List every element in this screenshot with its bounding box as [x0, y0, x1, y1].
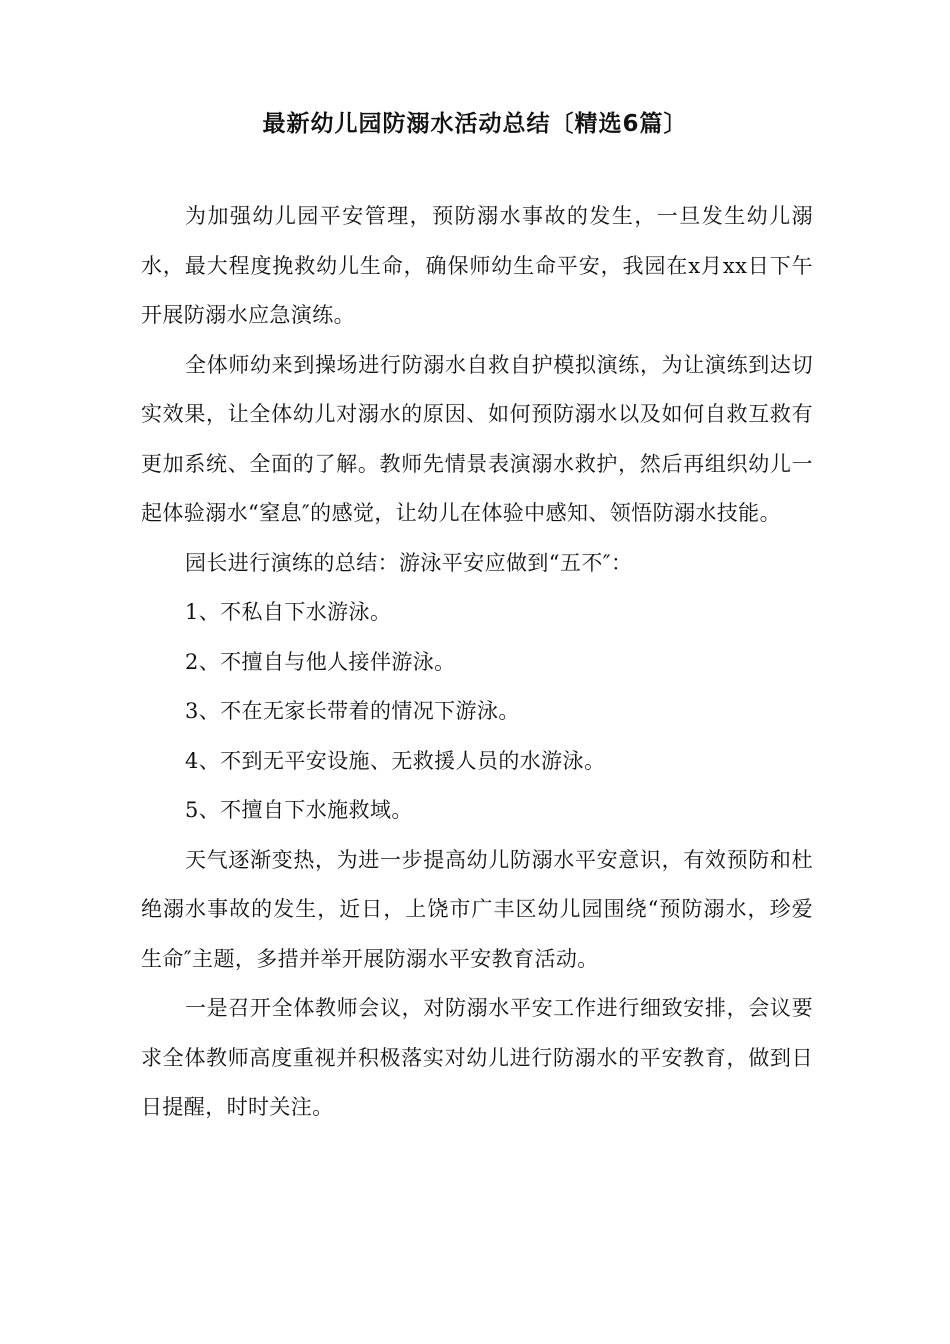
paragraph-drill-description: 全体师幼来到操场进行防溺水自救自护模拟演练，为让演练到达切实效果，让全体幼儿对溺水的原因、如何预防溺水以及如何自救互救有更加系统、全面的了解。教师先情景表演溺水救护，然后再组织幼儿一起体验溺水“窒息″的感觉，让幼儿在体验中感知、领悟防溺水技能。	[141, 352, 813, 525]
document-body	[141, 192, 813, 1133]
document-title: 最新幼儿园防溺水活动总结〔精选6篇〕	[262, 111, 688, 137]
paragraph-teacher-meeting: 一是召开全体教师会议，对防溺水平安工作进行细致安排，会议要求全体教师高度重视并积极落实对幼儿进行防溺水的平安教育，做到日日提醒，时时关注。	[141, 996, 813, 1119]
list-item-rule-2: 2、不擅自与他人接伴游泳。	[185, 649, 456, 674]
paragraph-drill-intro: 为加强幼儿园平安管理，预防溺水事故的发生，一旦发生幼儿溺水，最大程度挽救幼儿生命，确保师幼生命平安，我园在x月xx日下午开展防溺水应急演练。	[141, 204, 813, 327]
paragraph-education-activity: 天气逐渐变热，为进一步提高幼儿防溺水平安意识，有效预防和杜绝溺水事故的发生，近日，上饶市广丰区幼儿园围绕“预防溺水，珍爱生命″主题，多措并举开展防溺水平安教育活动。	[141, 847, 813, 971]
list-item-rule-3: 3、不在无家长带着的情况下游泳。	[185, 699, 520, 723]
list-item-rule-5: 5、不擅自下水施救域。	[185, 798, 413, 822]
paragraph-summary-lead: 园长进行演练的总结：游泳平安应做到“五不″：	[185, 550, 633, 575]
list-item-rule-4: 4、不到无平安设施、无救援人员的水游泳。	[185, 748, 606, 773]
list-item-rule-1: 1、不私自下水游泳。	[185, 600, 392, 624]
